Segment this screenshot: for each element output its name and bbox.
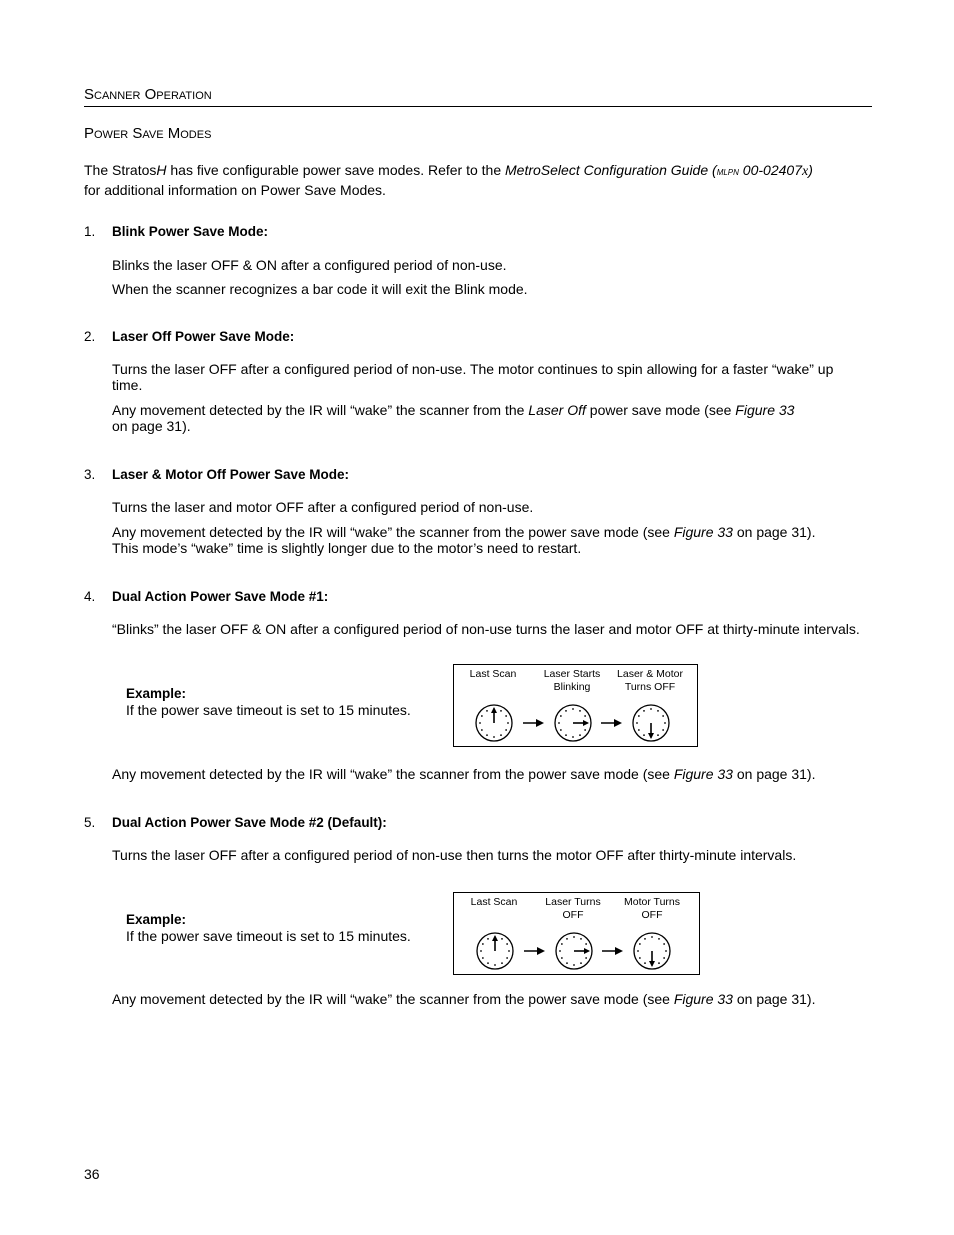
example-text: If the power save timeout is set to 15 minutes. — [126, 702, 411, 718]
clock-icon-15-min-tick — [560, 715, 562, 717]
arrow-right-icon-head — [614, 719, 622, 727]
clock-icon-15-min-tick — [559, 950, 561, 952]
item-3-text-b: on page 31). — [732, 524, 816, 540]
mlpn-label: mlpn — [716, 166, 739, 178]
clock-icon-30-min-tick — [650, 708, 652, 710]
label-line: Laser Starts — [543, 668, 601, 680]
clock-icon-last-scan-tick — [482, 957, 484, 959]
clock-icon-15-min-tick — [585, 943, 587, 945]
clock-icon-last-scan-tick — [501, 938, 503, 940]
clock-icon-15-min-tick — [561, 943, 563, 945]
arrow-right-icon-head — [537, 947, 545, 955]
item-3-text-a: Any movement detected by the IR will “wake” the scanner from the power save mode (see — [112, 524, 674, 540]
intro-paren-close: ) — [808, 162, 813, 178]
label-line: Laser Turns — [545, 896, 601, 908]
figure-reference: Figure 33 — [673, 766, 733, 782]
part-number: 00-02407 — [738, 162, 802, 178]
label-line: Laser & Motor — [617, 668, 683, 680]
clock-icon-30-min-tick — [663, 957, 665, 959]
page-number: 36 — [84, 1166, 100, 1182]
item-1-paragraph-2: When the scanner recognizes a bar code it will exit the Blink mode. — [112, 281, 528, 297]
clock-icon-last-scan-tick — [508, 950, 510, 952]
item-number-4: 4. — [84, 589, 96, 604]
clock-icon-15-min-tick — [565, 710, 567, 712]
clock-icon-15-min-tick — [572, 708, 574, 710]
clock-icon-last-scan-tick — [494, 964, 496, 966]
clock-icon-last-scan-tick — [506, 943, 508, 945]
intro-line-2: for additional information on Power Save Modes. — [84, 182, 386, 198]
figure-reference: Figure 33 — [735, 402, 795, 418]
label-line: Last Scan — [469, 668, 517, 680]
clock-icon-last-scan-tick — [479, 722, 481, 724]
example-title: Example: — [126, 686, 187, 701]
clock-icon-30-min-tick — [643, 710, 645, 712]
figure-2-clocks — [454, 893, 699, 974]
example-title: Example: — [126, 912, 187, 927]
mode-name-laser-off: Laser Off — [528, 402, 586, 418]
item-number-2: 2. — [84, 329, 96, 344]
figure-reference: Figure 33 — [673, 524, 733, 540]
item-title-2: Laser Off Power Save Mode: — [112, 329, 295, 344]
clock-icon-30-min-tick — [638, 729, 640, 731]
clock-icon-30-min-tick — [638, 715, 640, 717]
clock-icon-last-scan-tick — [487, 938, 489, 940]
item-5-text-a: Any movement detected by the IR will “wake” the scanner from the power save mode (see — [112, 991, 674, 1007]
clock-icon-15-min-hand-tip — [584, 948, 590, 954]
clock-icon-15-min-tick — [579, 710, 581, 712]
item-5-after-paragraph — [112, 991, 815, 1007]
clock-icon-last-scan-tick — [505, 729, 507, 731]
clock-icon-last-scan-tick — [481, 715, 483, 717]
clock-icon-15-min-tick — [584, 715, 586, 717]
timeline-figure-2 — [453, 892, 700, 975]
label-line: OFF — [641, 909, 663, 921]
item-1-paragraph-1: Blinks the laser OFF & ON after a configured period of non-use. — [112, 257, 507, 273]
clock-icon-last-scan-hand-tip — [492, 935, 498, 941]
item-3-paragraph-2-line-1 — [112, 524, 815, 540]
clock-icon-30-min-tick — [643, 734, 645, 736]
clock-icon-30-min-tick — [639, 943, 641, 945]
clock-icon-30-min-tick — [657, 734, 659, 736]
clock-icon-15-min-hand-tip — [583, 720, 589, 726]
model-letter: H — [156, 162, 167, 178]
clock-icon-15-min-tick — [565, 734, 567, 736]
clock-icon-30-min-tick — [644, 938, 646, 940]
clock-icon-last-scan-tick — [482, 943, 484, 945]
item-2-text-a: Any movement detected by the IR will “wake” the scanner from the — [112, 402, 529, 418]
item-number-1: 1. — [84, 224, 96, 239]
item-2-paragraph-2-line-1 — [112, 402, 794, 418]
clock-icon-30-min-tick — [662, 729, 664, 731]
item-2-paragraph-1-line-1: Turns the laser OFF after a configured period of non-use. The motor continues to spin allowing for a faster “wake” up — [112, 361, 834, 377]
item-3-paragraph-1: Turns the laser and motor OFF after a configured period of non-use. — [112, 499, 534, 515]
clock-icon-15-min-tick — [573, 964, 575, 966]
clock-icon-last-scan-tick — [486, 734, 488, 736]
clock-icon-30-min-tick — [664, 722, 666, 724]
item-4-after-paragraph — [112, 766, 815, 782]
clock-icon-30-min-tick — [651, 936, 653, 938]
intro-text-a: The Stratos — [84, 162, 157, 178]
clock-icon-30-min-tick — [663, 943, 665, 945]
item-4-text-b: on page 31). — [732, 766, 816, 782]
item-4-paragraph-1: “Blinks” the laser OFF & ON after a configured period of non-use turns the laser and motor OFF at thirty-minute intervals. — [112, 621, 860, 637]
item-title-4: Dual Action Power Save Mode #1: — [112, 589, 329, 604]
intro-paragraph — [84, 161, 874, 199]
clock-icon-30-min-tick — [657, 710, 659, 712]
arrow-right-icon-head — [536, 719, 544, 727]
clock-icon-30-min-tick — [658, 938, 660, 940]
clock-icon-30-min-tick — [665, 950, 667, 952]
header-rule — [84, 106, 872, 107]
item-title-3: Laser & Motor Off Power Save Mode: — [112, 467, 350, 482]
item-title-1: Blink Power Save Mode: — [112, 224, 269, 239]
clock-icon-last-scan-tick — [505, 715, 507, 717]
clock-icon-15-min-tick — [558, 722, 560, 724]
clock-icon-15-min-tick — [584, 729, 586, 731]
clock-icon-last-scan-tick — [481, 729, 483, 731]
clock-icon-last-scan-tick — [480, 950, 482, 952]
item-5-text-b: on page 31). — [732, 991, 816, 1007]
clock-icon-30-min-hand-tip — [649, 961, 655, 967]
clock-icon-last-scan-hand-tip — [491, 707, 497, 713]
intro-line-1 — [84, 161, 874, 181]
clock-icon-15-min-tick — [580, 938, 582, 940]
clock-icon-15-min-tick — [566, 962, 568, 964]
part-suffix: x — [801, 164, 809, 179]
clock-icon-last-scan-tick — [500, 710, 502, 712]
label-line: Blinking — [553, 681, 591, 693]
label-line: OFF — [562, 909, 584, 921]
clock-icon-30-min-hand-tip — [648, 733, 654, 739]
section-header: Scanner Operation — [84, 86, 212, 103]
clock-icon-30-min-tick — [644, 962, 646, 964]
clock-icon-30-min-tick — [636, 722, 638, 724]
item-3-paragraph-2-line-2: This mode’s “wake” time is slightly longer due to the motor’s need to restart. — [112, 540, 582, 556]
clock-icon-15-min-tick — [572, 736, 574, 738]
clock-icon-last-scan-tick — [506, 957, 508, 959]
label-line: Turns OFF — [624, 681, 676, 693]
item-2-text-b: power save mode (see — [585, 402, 736, 418]
figure-reference: Figure 33 — [673, 991, 733, 1007]
guide-title: MetroSelect Configuration Guide — [505, 162, 709, 178]
label-line: Last Scan — [470, 896, 518, 908]
clock-icon-30-min-tick — [637, 950, 639, 952]
subsection-title: Power Save Modes — [84, 125, 212, 142]
clock-icon-15-min-tick — [580, 962, 582, 964]
clock-icon-last-scan-tick — [507, 722, 509, 724]
clock-icon-15-min-tick — [566, 938, 568, 940]
clock-icon-last-scan-tick — [493, 736, 495, 738]
arrow-right-icon-head — [615, 947, 623, 955]
clock-icon-last-scan-tick — [500, 734, 502, 736]
example-text: If the power save timeout is set to 15 minutes. — [126, 928, 411, 944]
item-number-5: 5. — [84, 815, 96, 830]
clock-icon-30-min-tick — [662, 715, 664, 717]
item-2-paragraph-1-line-2: time. — [112, 377, 143, 393]
figure-1-clocks — [454, 665, 697, 746]
intro-text-b: has five configurable power save modes. Refer to the — [166, 162, 506, 178]
intro-paren-open: ( — [708, 162, 717, 178]
timeline-figure-1 — [453, 664, 698, 747]
label-line: Motor Turns — [623, 896, 681, 908]
item-4-text-a: Any movement detected by the IR will “wake” the scanner from the power save mode (see — [112, 766, 674, 782]
clock-icon-15-min-tick — [585, 957, 587, 959]
item-number-3: 3. — [84, 467, 96, 482]
clock-icon-last-scan-tick — [487, 962, 489, 964]
clock-icon-30-min-tick — [658, 962, 660, 964]
clock-icon-15-min-tick — [579, 734, 581, 736]
clock-icon-last-scan-tick — [486, 710, 488, 712]
clock-icon-last-scan-tick — [501, 962, 503, 964]
clock-icon-15-min-tick — [560, 729, 562, 731]
item-5-paragraph-1: Turns the laser OFF after a configured period of non-use then turns the motor OFF after thirty-minute intervals. — [112, 847, 797, 863]
item-2-paragraph-2-line-2: on page 31). — [112, 418, 191, 434]
item-title-5: Dual Action Power Save Mode #2 (Default): — [112, 815, 387, 830]
clock-icon-30-min-tick — [639, 957, 641, 959]
clock-icon-15-min-tick — [573, 936, 575, 938]
clock-icon-15-min-tick — [561, 957, 563, 959]
